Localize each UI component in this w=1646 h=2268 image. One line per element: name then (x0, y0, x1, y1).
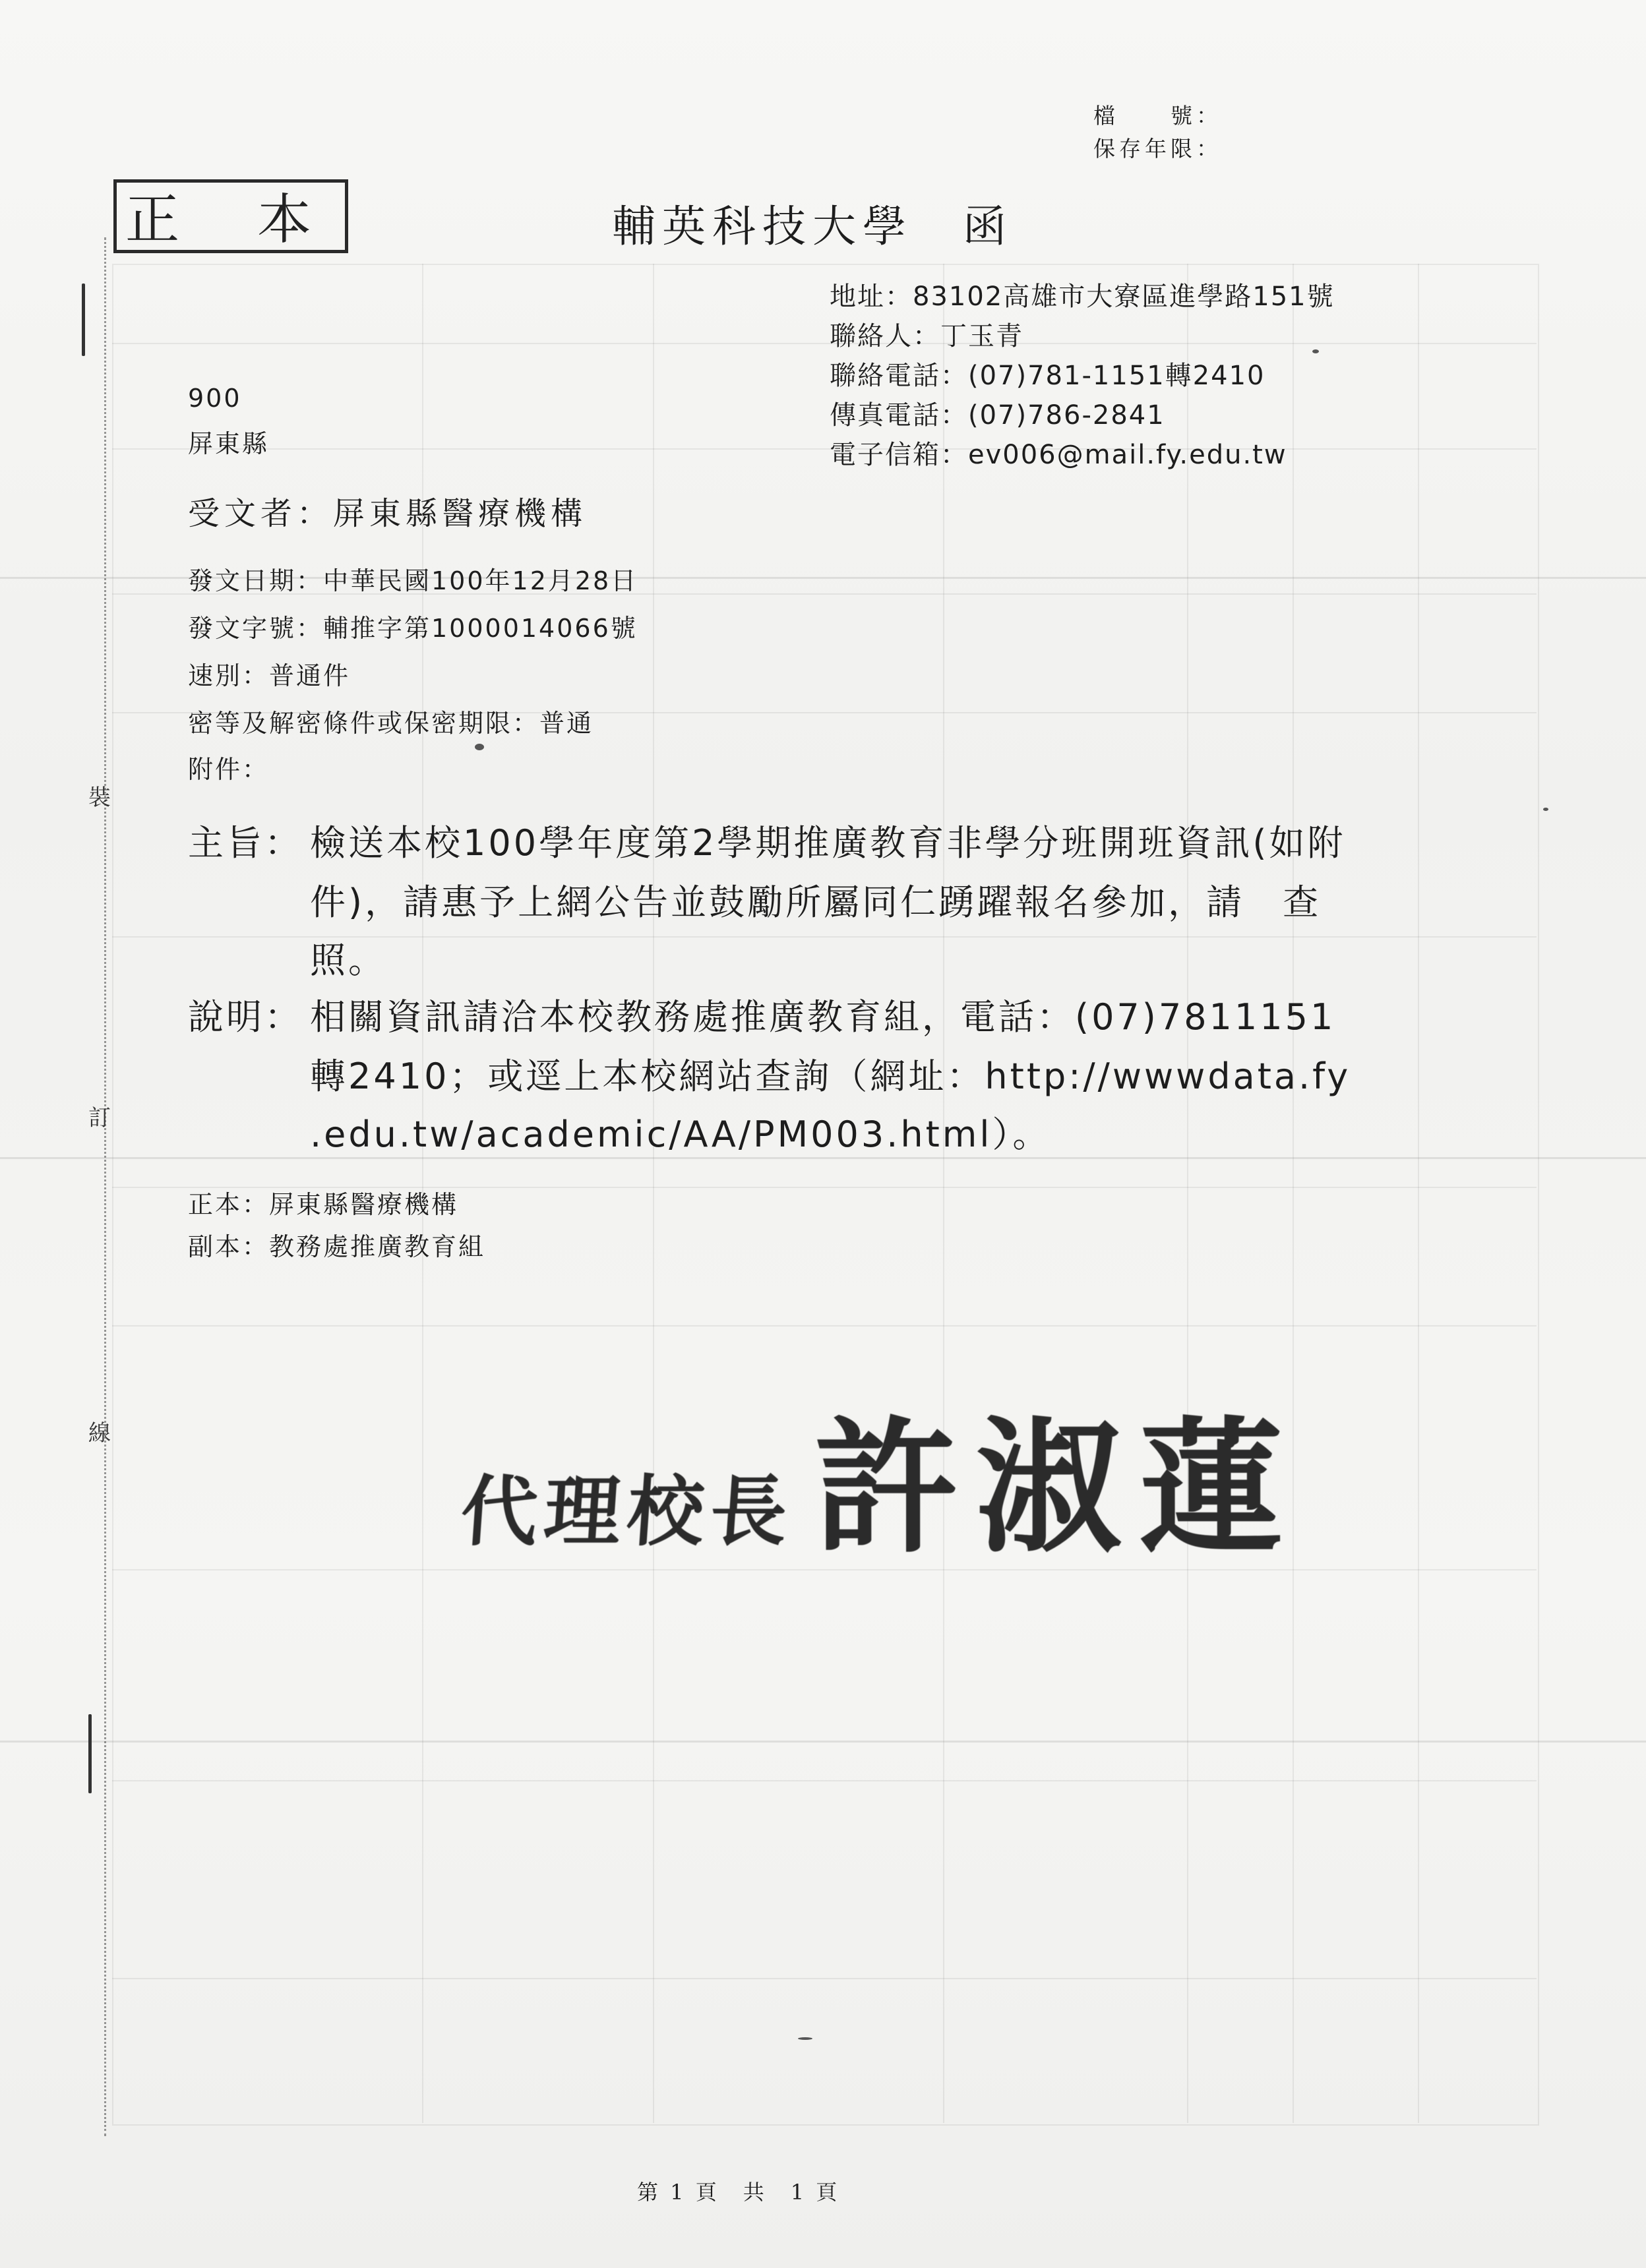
issue-date: 發文日期：中華民國100年12月28日 (188, 566, 638, 595)
document-title: 輔英科技大學 函 (612, 201, 1013, 252)
show-through-rule (112, 1325, 1537, 1327)
binding-char-xian: 線 (88, 1420, 111, 1447)
show-through-rule (112, 448, 1537, 450)
explanation-label: 說明： (188, 996, 303, 1038)
attachment-label: 附件： (188, 755, 270, 784)
subject-line-2: 件)，請惠予上網公告並鼓勵所屬同仁踴躍報名參加，請 查 (310, 881, 1322, 923)
original-copy-stamp: 正本 (125, 189, 390, 251)
postal-code: 900 (188, 384, 242, 413)
ink-speck (475, 744, 484, 750)
binding-line (104, 237, 106, 2136)
staple-top (82, 284, 85, 356)
subject-label: 主旨： (188, 822, 303, 864)
contact-person: 聯絡人：丁玉青 (830, 321, 1023, 351)
subject-line-3: 照。 (310, 940, 386, 981)
staple-bottom (88, 1714, 92, 1793)
explanation-line-2: 轉2410；或逕上本校網站查詢（網址：http://wwwdata.fy (310, 1056, 1351, 1097)
show-through-rule (1187, 264, 1188, 2123)
subject-line-1: 檢送本校100學年度第2學期推廣教育非學分班開班資訊(如附 (310, 822, 1346, 864)
binding-char-zhuang: 裝 (88, 785, 111, 811)
contact-email: 電子信箱：ev006@mail.fy.edu.tw (830, 440, 1287, 470)
contact-phone: 聯絡電話：(07)781-1151轉2410 (830, 361, 1265, 391)
postal-county: 屏東縣 (188, 429, 270, 458)
binding-char-ding: 訂 (88, 1105, 111, 1131)
ink-speck (1543, 808, 1548, 811)
fold-crease (0, 1157, 1646, 1159)
seal-title: 代理校長 (458, 1467, 797, 1557)
contact-fax: 傳真電話：(07)786-2841 (830, 400, 1165, 431)
show-through-rule (943, 264, 944, 2123)
retention-period-label: 保存年限： (1093, 136, 1222, 162)
ink-speck (798, 2037, 812, 2040)
show-through-rule (1293, 264, 1294, 2123)
ink-speck (1312, 349, 1319, 353)
document-number: 發文字號：輔推字第1000014066號 (188, 614, 638, 643)
explanation-line-3: .edu.tw/academic/AA/PM003.html）。 (310, 1114, 1051, 1155)
page-footer: 第 1 頁 共 1 頁 (637, 2180, 840, 2205)
secrecy-level: 密等及解密條件或保密期限：普通 (188, 709, 594, 738)
fold-crease (0, 1741, 1646, 1743)
seal-name: 許淑蓮 (814, 1402, 1301, 1572)
show-through-rule (112, 343, 1537, 344)
show-through-rule (112, 1780, 1537, 1781)
explanation-line-1: 相關資訊請洽本校教務處推廣教育組，電話：(07)7811151 (310, 996, 1336, 1038)
file-number-label: 檔 號： (1093, 103, 1222, 129)
address: 地址：83102高雄市大寮區進學路151號 (830, 282, 1335, 312)
delivery-speed: 速別：普通件 (188, 661, 351, 690)
show-through-rule (112, 1978, 1537, 1979)
copy-recipient: 副本：教務處推廣教育組 (188, 1232, 486, 1261)
show-through-rule (653, 264, 654, 2123)
acting-president-seal (458, 1371, 1301, 1580)
show-through-rule (1418, 264, 1419, 2123)
recipient: 受文者：屏東縣醫療機構 (188, 495, 588, 532)
original-recipient: 正本：屏東縣醫療機構 (188, 1190, 459, 1219)
